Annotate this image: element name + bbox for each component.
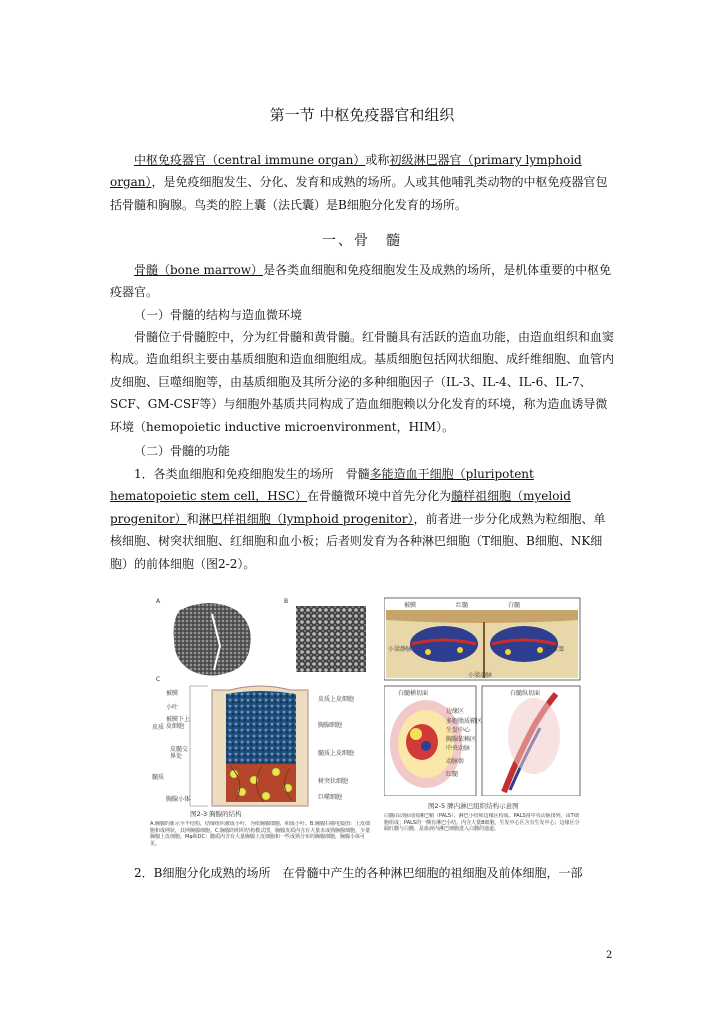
panel-title-cross-section: 白髓横切面: [398, 690, 429, 697]
label-central-artery: 中央动脉: [446, 745, 471, 752]
label-lobule: 小叶: [166, 704, 179, 711]
structure-paragraph: 骨髓位于骨髓腔中，分为红骨髓和黄骨髓。红骨髓具有活跃的造血功能，由造血组织和血窦构成。造血组织主要由基质细胞和造血细胞组成。基质细胞包括网状细胞、成纤维细胞、血管内皮细胞、巨噬细胞等，由基质细胞及其所分泌的多种细胞因子（IL-3、IL-4、IL-6、IL-7、SCF、GM-CSF等）与细胞外基质共同构成了造血细胞赖以分化发育的环境，称为造血诱导微环境（hemopoietic inductive microenvironment，HIM）。: [110, 330, 615, 434]
page-number: 2: [606, 950, 613, 961]
label-arterial-sheath: 动脉套: [446, 758, 465, 765]
term-lymphoid-progenitor: 淋巴样祖细胞（lymphoid progenitor）: [198, 511, 414, 526]
figure-spleen-caption-title: 图2-5 脾内淋巴组织结构示意图: [428, 802, 519, 810]
term-bone-marrow: 骨髓（bone marrow）: [134, 263, 264, 277]
label-capsule: 被膜: [166, 690, 179, 697]
label-cortex: 皮质: [152, 724, 165, 731]
subsection-title-bone-marrow: 一、骨 髓: [322, 233, 402, 249]
label-t-zone: 胸腺依赖区: [446, 736, 477, 743]
label-thymocyte: 胸腺细胞: [318, 722, 343, 729]
label-pals: 多胞脂质鞘区: [446, 718, 483, 725]
label-medullary-epithelial: 髓质上皮细胞: [318, 750, 355, 757]
function-paragraph: 1．各类血细胞和免疫细胞发生的场所 骨髓多能造血干细胞（pluripotent hematopoietic stem cell，HSC）在骨髓微环境中首先分化为髓样祖细胞（myeloid progenitor）和淋巴样祖细胞（lymphoid progenitor），前者进一步分化成熟为粒细胞、单核细胞、树突状细胞、红细胞和血小板；后者则发育为各种淋巴细胞（T细胞、B细胞、NK细胞）的前体细胞（图2-2）。: [110, 467, 606, 571]
label-germinal-center: 生发中心: [446, 727, 471, 734]
label-cortical-epithelial: 皮质上皮细胞: [318, 696, 355, 703]
label-medulla: 髓质: [152, 774, 165, 781]
label-dendritic: 树突状细胞: [318, 778, 349, 785]
b-cell-paragraph: 2．B细胞分化成熟的场所 在骨髓中产生的各种淋巴细胞的祖细胞及前体细胞，一部: [134, 866, 583, 880]
label-white-pulp-top: 白髓: [508, 602, 521, 609]
figure-thymus-caption: A.胸腺的新示全不结构，结缔组织被成小叶，为依胸腺细胞，积成小叶。B.胸腺扫描电镜图：上皮细胞和成网状，其网胸腺细胞。C.胸腺的组织结构模式图，胸腺皮质内含有大量未成熟胸腺细胞，少量胸腺上皮细胞，Mφ和DC；髓质内含有大量胸腺上皮细胞和一些成熟分布的胸腺细胞，胸腺小体可见。: [150, 821, 371, 847]
label-trabecular-artery: 小梁动脉: [468, 672, 493, 679]
panel-label-a: A: [156, 598, 161, 605]
label-red-pulp-top: 红髓: [456, 602, 469, 609]
subheading-structure: （一）骨髓的结构与造血微环境: [134, 308, 303, 322]
panel-label-b: B: [284, 598, 289, 605]
term-hsc: 多能造血干细胞（pluripotent hematopoietic stem cell，HSC）: [110, 467, 534, 504]
label-trabecular-vein: 小梁静脉: [388, 646, 413, 653]
label-corticomedullary: 皮髓交界处: [170, 746, 189, 760]
subheading-function: （二）骨髓的功能: [134, 444, 231, 458]
figure-thymus: [150, 596, 375, 846]
label-marginal-zone: 边缘区: [446, 708, 465, 715]
panel-title-longitudinal: 白髓纵切面: [510, 690, 541, 697]
label-subcapsular: 被膜下上皮细胞: [166, 716, 191, 730]
figure-thymus-caption-title: 图2-3 胸腺的结构: [190, 810, 242, 818]
bone-marrow-paragraph: 骨髓（bone marrow）是各类血细胞和免疫细胞发生及成熟的场所，是机体重要的中枢免疫器官。: [110, 263, 612, 300]
figure-spleen-caption: 白髓由动脉周围淋巴鞘（PALS）、淋巴小结和边缘区构成。PALS围中央动脉排列，由T细胞组成；PALS的一侧有淋巴小结，内含大量B细胞，生发中心区含有生发中心；边缘区分隔红髓与白髓，是血液内淋巴细胞进入白髓的通道。: [384, 813, 580, 832]
figure-spleen: [384, 596, 584, 848]
label-splenic-sinus: 脾索窦: [546, 646, 565, 653]
section-title: 第一节 中枢免疫器官和组织: [269, 106, 455, 124]
panel-label-c: C: [156, 676, 161, 683]
term-myeloid-progenitor: 髓样祖细胞（myeloid progenitor）: [110, 489, 571, 526]
term-central-immune-organ: 中枢免疫器官（central immune organ）: [134, 153, 366, 167]
intro-paragraph: 中枢免疫器官（central immune organ）或称初级淋巴器官（primary lymphoid organ），是免疫细胞发生、分化、发育和成熟的场所。人或其他哺乳类动物的中枢免疫器官包括骨髓和胸腺。鸟类的腔上囊（法氏囊）是B细胞分化发育的场所。: [110, 153, 608, 212]
label-hassall: 胸腺小体: [166, 796, 191, 803]
label-capsule-spleen: 被膜: [404, 602, 417, 609]
term-primary-lymphoid-organ: 初级淋巴器官（primary lymphoid organ）: [110, 153, 582, 190]
label-macrophage: 巨噬细胞: [318, 794, 343, 801]
label-red-pulp: 红髓: [446, 771, 459, 778]
